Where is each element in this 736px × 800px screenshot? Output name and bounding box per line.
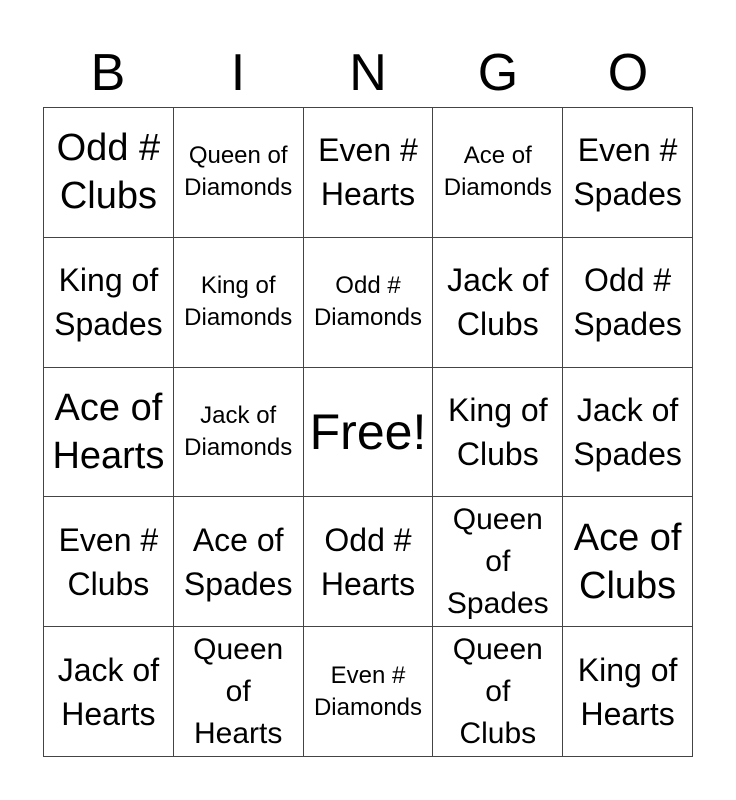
cell-label: King of Clubs (447, 391, 548, 472)
bingo-cell-r2c3[interactable] (304, 238, 434, 368)
bingo-cell-r4c2[interactable] (174, 497, 304, 627)
bingo-card-grid (43, 107, 693, 757)
cell-label: Odd # Clubs (56, 127, 161, 218)
cell-label: Jack of Diamonds (184, 401, 293, 461)
cell-label: Ace of Hearts (52, 386, 165, 477)
cell-label: Queen of Clubs (452, 632, 543, 750)
bingo-cell-r1c3[interactable] (304, 108, 434, 238)
bingo-cell-r5c2[interactable] (174, 627, 304, 757)
bingo-cell-r5c4[interactable] (433, 627, 563, 757)
cell-label: Ace of Clubs (573, 516, 682, 607)
bingo-cell-r3c2[interactable] (174, 368, 304, 498)
bingo-cell-r2c5[interactable] (563, 238, 693, 368)
bingo-cell-r3c1[interactable] (44, 368, 174, 498)
bingo-cell-r1c4[interactable] (433, 108, 563, 238)
bingo-cell-r4c4[interactable] (433, 497, 563, 627)
bingo-cell-free[interactable] (304, 368, 434, 498)
cell-label: Odd # Hearts (320, 521, 416, 602)
cell-label: Even # Hearts (318, 132, 418, 213)
cell-label: Even # Diamonds (313, 661, 423, 721)
bingo-cell-r3c4[interactable] (433, 368, 563, 498)
cell-label: Jack of Spades (573, 391, 682, 472)
bingo-cell-r2c1[interactable] (44, 238, 174, 368)
cell-label: Ace of Spades (183, 521, 293, 602)
header-letter-g: G (477, 44, 519, 102)
cell-label: King of Hearts (577, 651, 678, 732)
bingo-cell-r3c5[interactable] (563, 368, 693, 498)
header-letter-n: N (349, 44, 387, 102)
bingo-cell-r5c3[interactable] (304, 627, 434, 757)
bingo-cell-r1c2[interactable] (174, 108, 304, 238)
header-letter-b: B (90, 44, 126, 102)
cell-label: Jack of Clubs (447, 262, 549, 343)
cell-label: Jack of Hearts (57, 651, 160, 732)
bingo-cell-r5c1[interactable] (44, 627, 174, 757)
cell-label: Odd # Diamonds (313, 272, 423, 332)
bingo-cell-r4c1[interactable] (44, 497, 174, 627)
bingo-cell-r4c3[interactable] (304, 497, 434, 627)
cell-label: Queen of Diamonds (184, 142, 293, 202)
cell-label: Even # Clubs (58, 521, 159, 602)
cell-label: Queen of Spades (446, 502, 549, 620)
header-letter-o: O (607, 44, 649, 102)
free-space-label: Free! (309, 403, 427, 460)
bingo-cell-r1c1[interactable] (44, 108, 174, 238)
cell-label: Ace of Diamonds (443, 142, 552, 202)
bingo-cell-r1c5[interactable] (563, 108, 693, 238)
bingo-header (43, 40, 693, 106)
cell-label: Queen of Hearts (193, 632, 284, 750)
header-letter-i: I (230, 44, 246, 102)
cell-label: Odd # Spades (573, 262, 682, 343)
bingo-cell-r2c2[interactable] (174, 238, 304, 368)
bingo-cell-r2c4[interactable] (433, 238, 563, 368)
cell-label: King of Spades (54, 262, 163, 343)
bingo-cell-r5c5[interactable] (563, 627, 693, 757)
cell-label: King of Diamonds (184, 272, 293, 332)
cell-label: Even # Spades (573, 132, 682, 213)
bingo-cell-r4c5[interactable] (563, 497, 693, 627)
